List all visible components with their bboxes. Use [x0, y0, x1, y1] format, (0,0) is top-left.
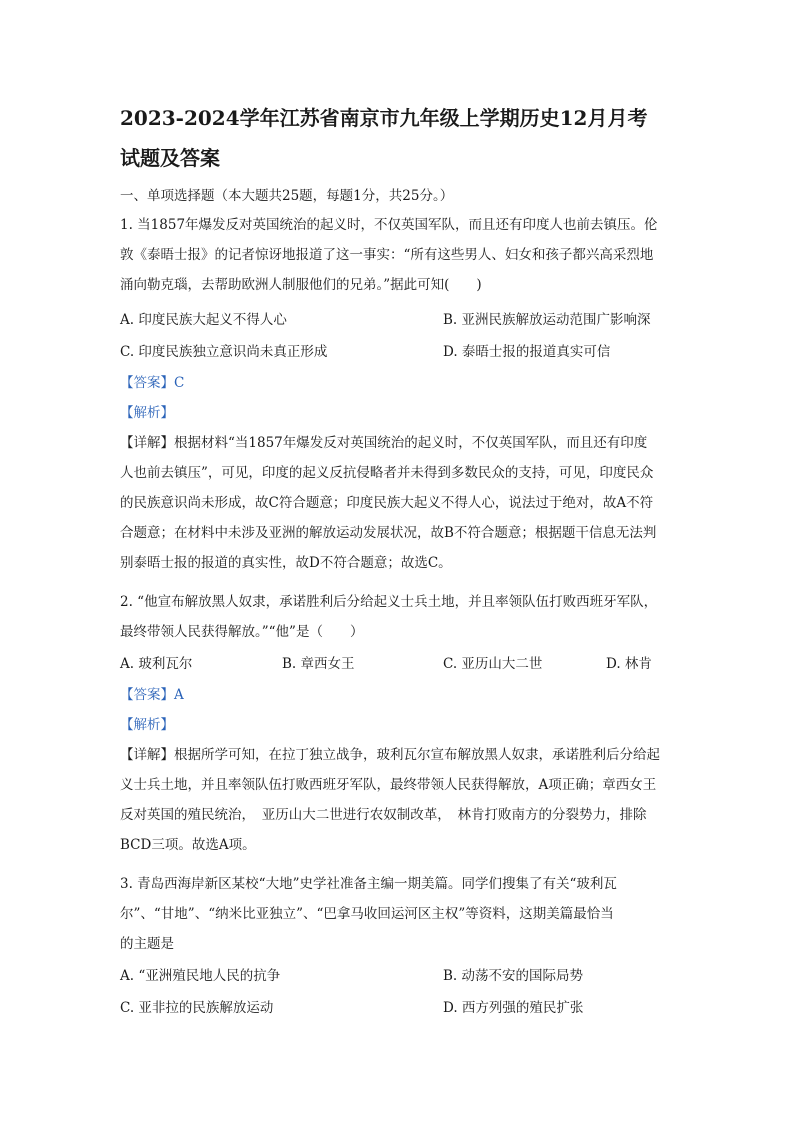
q1-option-b: B. 亚洲民族解放运动范围广影响深: [443, 312, 651, 328]
q1-analysis-label: 【解析】: [120, 405, 174, 421]
q1-stem-line-3: 涌向勒克瑙，去帮助欧洲人制服他们的兄弟。”据此可知( ): [120, 277, 482, 293]
q1-stem-line-1: 1. 当1857年爆发反对英国统治的起义时，不仅英国军队，而且还有印度人也前去镇压。伦: [120, 217, 658, 233]
q1-answer: 【答案】C: [120, 375, 185, 391]
q2-stem-line-1: 2. “他宣布解放黑人奴隶，承诺胜利后分给起义士兵土地，并且率领队伍打败西班牙军队，: [120, 594, 658, 610]
q3-stem-line-3: 的主题是: [120, 936, 174, 952]
q1-option-a: A. 印度民族大起义不得人心: [120, 312, 287, 328]
q2-option-c: C. 亚历山大二世: [443, 656, 543, 672]
q1-stem-line-2: 敦《泰晤士报》的记者惊讶地报道了这一事实：“所有这些男人、妇女和孩子都兴高采烈地: [120, 247, 654, 263]
q1-detail-line-5: 别泰晤士报的报道的真实性，故D不符合题意；故选C。: [120, 555, 452, 571]
q2-detail-line-2: 义士兵土地，并且率领队伍打败西班牙军队，最终带领人民获得解放，A项正确；章西女王: [120, 777, 657, 793]
q3-option-d: D. 西方列强的殖民扩张: [443, 1000, 584, 1016]
doc-title-line-1: 2023-2024学年江苏省南京市九年级上学期历史12月月考: [120, 106, 648, 130]
q3-option-c: C. 亚非拉的民族解放运动: [120, 1000, 274, 1016]
q1-detail-line-2: 人也前去镇压”，可见，印度的起义反抗侵略者并未得到多数民众的支持，可见，印度民众: [120, 465, 654, 481]
q2-option-a: A. 玻利瓦尔: [120, 656, 193, 672]
q1-option-c: C. 印度民族独立意识尚未真正形成: [120, 344, 328, 360]
q2-answer: 【答案】A: [120, 687, 184, 703]
q2-option-d: D. 林肯: [606, 656, 652, 672]
q3-option-b: B. 动荡不安的国际局势: [443, 968, 584, 984]
q3-stem-line-1: 3. 青岛西海岸新区某校“大地”史学社准备主编一期美篇。同学们搜集了有关“玻利瓦: [120, 876, 617, 892]
q2-analysis-label: 【解析】: [120, 717, 174, 733]
q1-detail-line-4: 合题意；在材料中未涉及亚洲的解放运动发展状况，故B不符合题意；根据题干信息无法判: [120, 525, 657, 541]
q1-option-d: D. 泰晤士报的报道真实可信: [443, 344, 611, 360]
q3-option-a: A. “亚洲殖民地人民的抗争: [120, 968, 281, 984]
q2-detail-line-3: 反对英国的殖民统治， 亚历山大二世进行农奴制改革， 林肯打败南方的分裂势力，排除: [120, 807, 647, 823]
q2-option-b: B. 章西女王: [282, 656, 355, 672]
q1-detail-line-3: 的民族意识尚未形成，故C符合题意；印度民族大起义不得人心，说法过于绝对，故A不符: [120, 495, 654, 511]
doc-title-line-2: 试题及答案: [120, 146, 220, 170]
q2-detail-line-4: BCD三项。故选A项。: [120, 837, 256, 853]
q2-stem-line-2: 最终带领人民获得解放。”“他”是（ ）: [120, 624, 364, 640]
q2-detail-line-1: 【详解】根据所学可知，在拉丁独立战争，玻利瓦尔宣布解放黑人奴隶，承诺胜利后分给起: [120, 747, 660, 763]
q3-stem-line-2: 尔”、“甘地”、“纳米比亚独立”、“巴拿马收回运河区主权”等资料，这期美篇最恰当: [120, 906, 614, 922]
section-heading: 一、单项选择题（本大题共25题，每题1分，共25分。）: [120, 188, 454, 204]
q1-detail-line-1: 【详解】根据材料“当1857年爆发反对英国统治的起义时，不仅英国军队，而且还有印度: [120, 435, 648, 451]
